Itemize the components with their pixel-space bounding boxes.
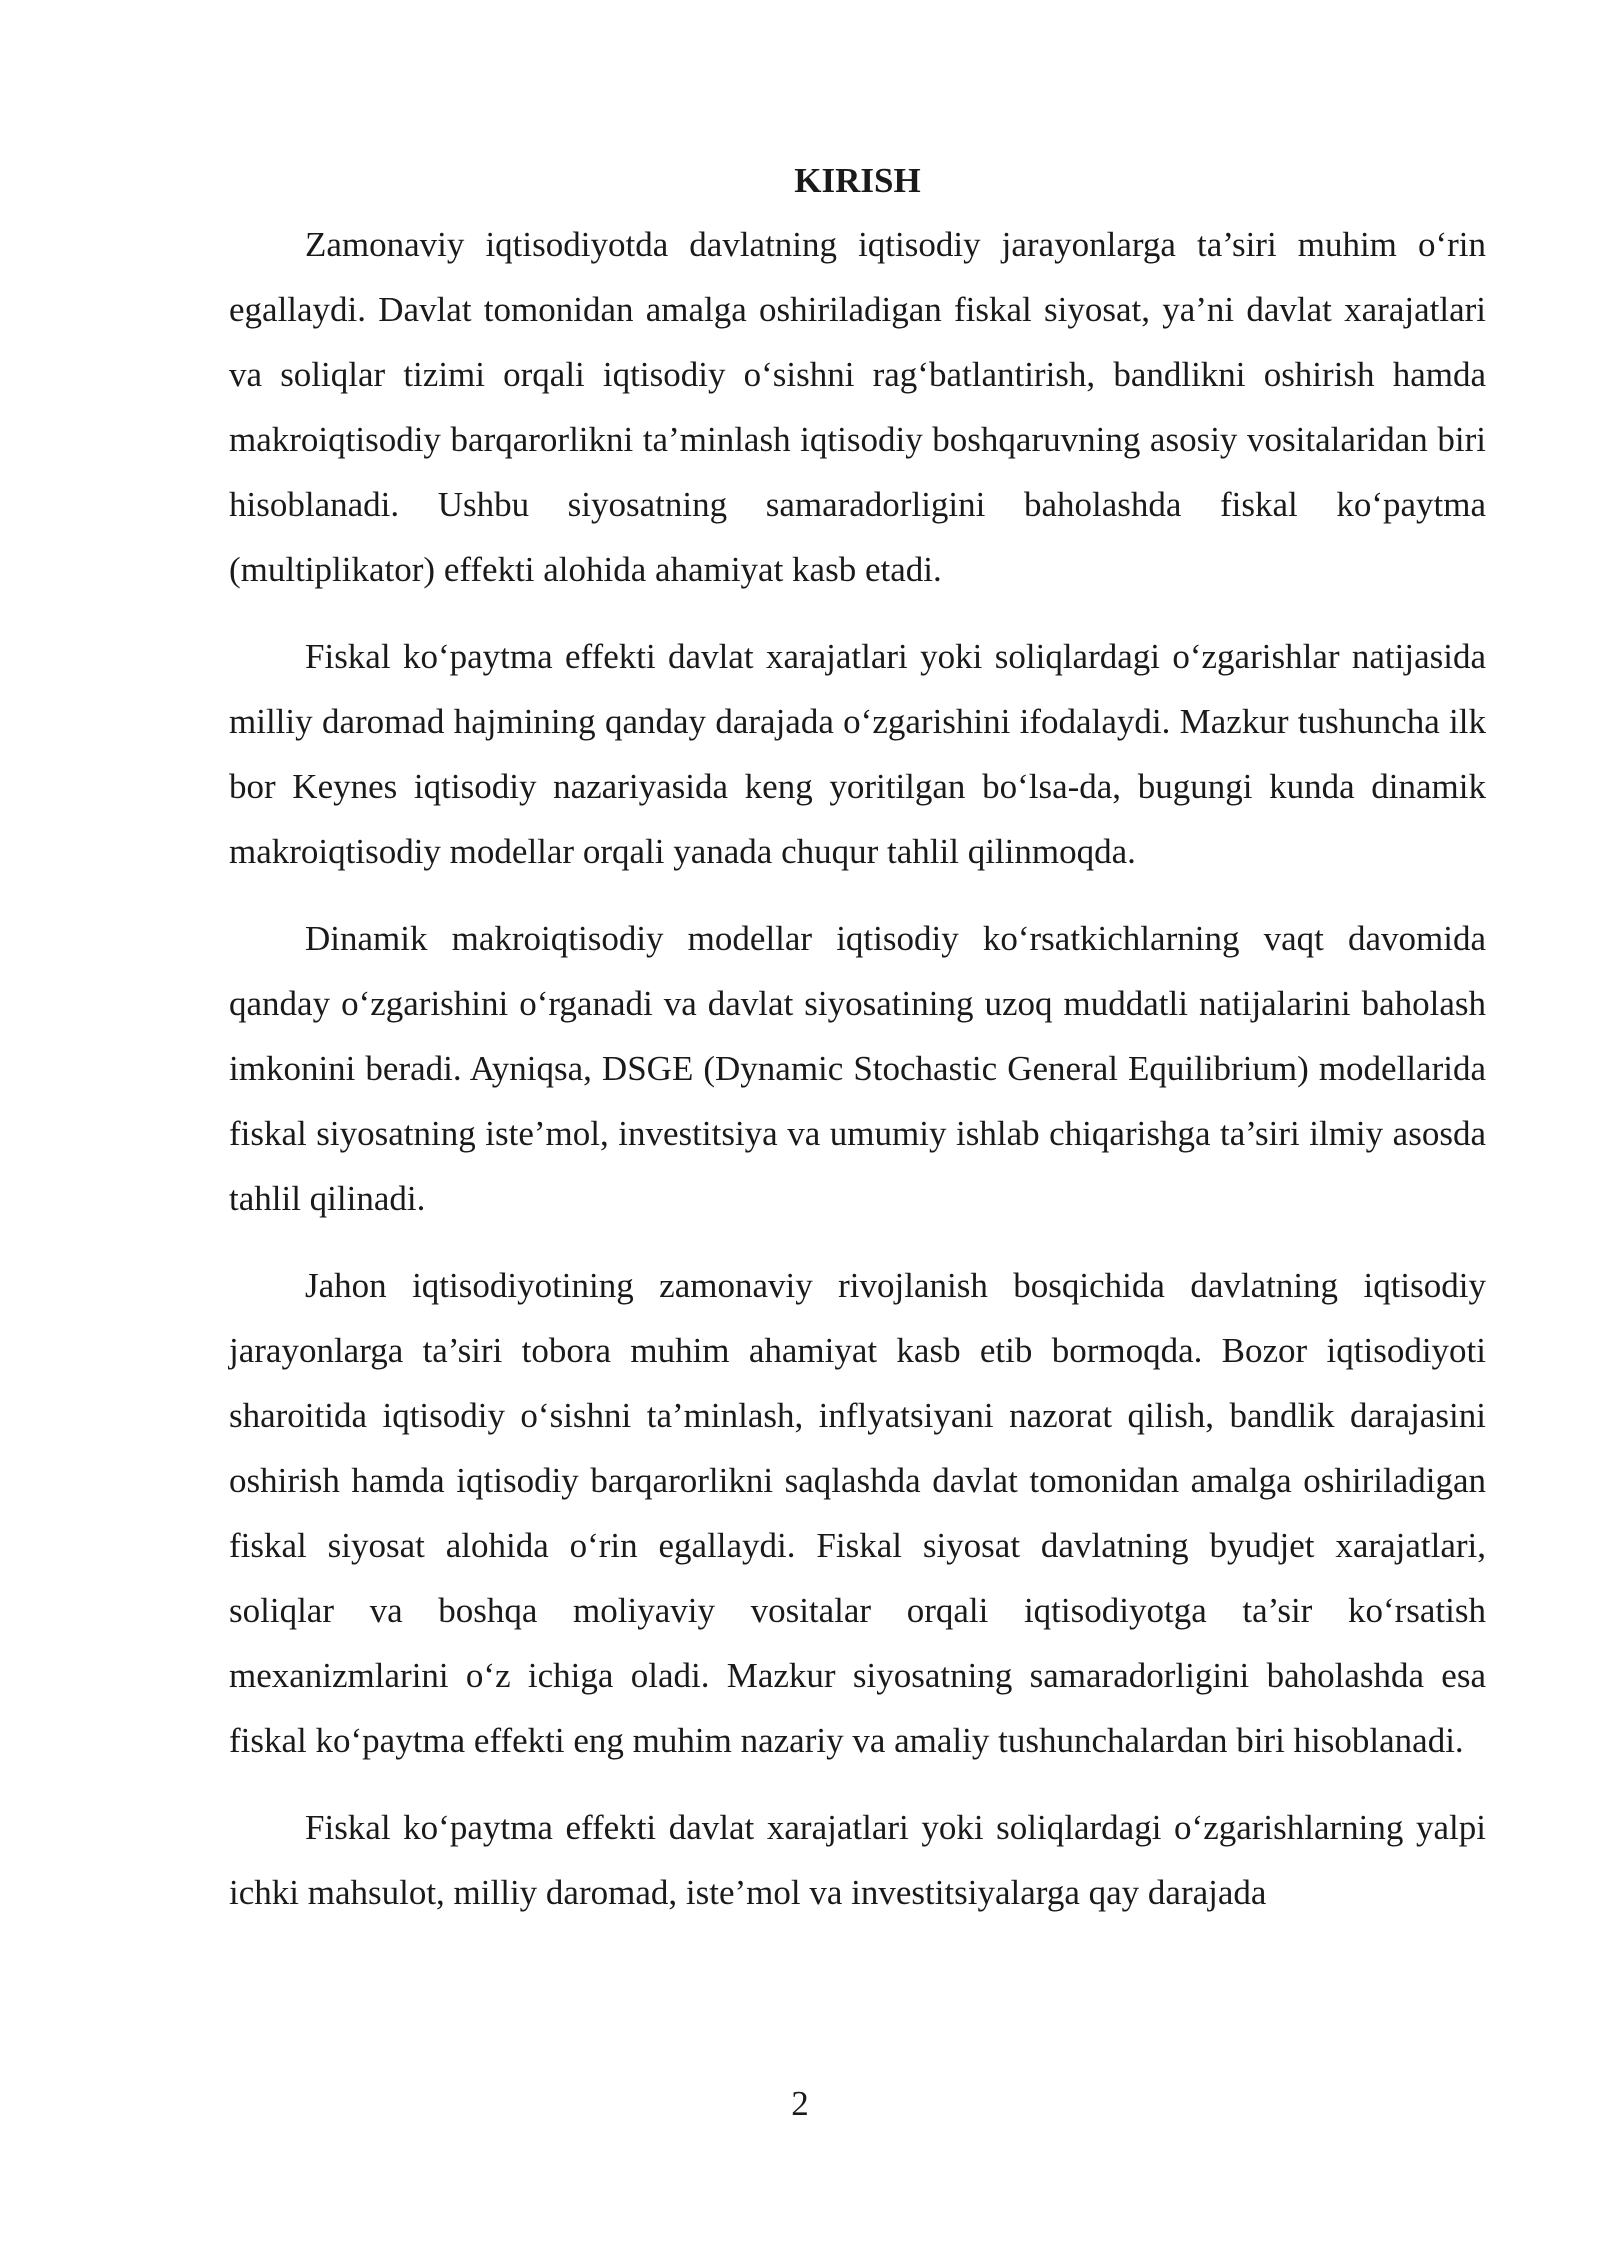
paragraph: Dinamik makroiqtisodiy modellar iqtisodiy ko‘rsatkichlarning vaqt davomida qanday o‘zgarishini o‘rganadi va davlat siyosatining uzoq muddatli natijalarini baholash imkonini beradi. Ayniqsa, DSGE (Dynamic Stochastic General Equilibrium) modellarida fiskal siyosatning iste’mol, investitsiya va umumiy ishlab chiqarishga ta’siri ilmiy asosda tahlil qilinadi. <box>229 919 1486 1218</box>
section-heading: KIRISH <box>794 161 921 200</box>
paragraph: Zamonaviy iqtisodiyotda davlatning iqtisodiy jarayonlarga ta’siri muhim o‘rin egallaydi. Davlat tomonidan amalga oshiriladigan fiskal siyosat, ya’ni davlat xarajatlari va soliqlar tizimi orqali iqtisodiy o‘sishni rag‘batlantirish, bandlikni oshirish hamda makroiqtisodiy barqarorlikni ta’minlash iqtisodiy boshqaruvning asosiy vositalaridan biri hisoblanadi. Ushbu siyosatning samaradorligini baholashda fiskal ko‘paytma (multiplikator) effekti alohida ahamiyat kasb etadi. <box>229 225 1486 589</box>
paragraph: Fiskal ko‘paytma effekti davlat xarajatlari yoki soliqlardagi o‘zgarishlarning yalpi ichki mahsulot, milliy daromad, iste’mol va investitsiyalarga qay darajada <box>229 1808 1486 1912</box>
document-body <box>229 150 1486 1947</box>
page-number: 2 <box>791 2084 809 2123</box>
paragraph: Fiskal ko‘paytma effekti davlat xarajatlari yoki soliqlardagi o‘zgarishlar natijasida milliy daromad hajmining qanday darajada o‘zgarishini ifodalaydi. Mazkur tushuncha ilk bor Keynes iqtisodiy nazariyasida keng yoritilgan bo‘lsa-da, bugungi kunda dinamik makroiqtisodiy modellar orqali yanada chuqur tahlil qilinmoqda. <box>229 637 1486 871</box>
paragraph: Jahon iqtisodiyotining zamonaviy rivojlanish bosqichida davlatning iqtisodiy jarayonlarga ta’siri tobora muhim ahamiyat kasb etib bormoqda. Bozor iqtisodiyoti sharoitida iqtisodiy o‘sishni ta’minlash, inflyatsiyani nazorat qilish, bandlik darajasini oshirish hamda iqtisodiy barqarorlikni saqlashda davlat tomonidan amalga oshiriladigan fiskal siyosat alohida o‘rin egallaydi. Fiskal siyosat davlatning byudjet xarajatlari, soliqlar va boshqa moliyaviy vositalar orqali iqtisodiyotga ta’sir ko‘rsatish mexanizmlarini o‘z ichiga oladi. Mazkur siyosatning samaradorligini baholashda esa fiskal ko‘paytma effekti eng muhim nazariy va amaliy tushunchalardan biri hisoblanadi. <box>229 1266 1486 1760</box>
